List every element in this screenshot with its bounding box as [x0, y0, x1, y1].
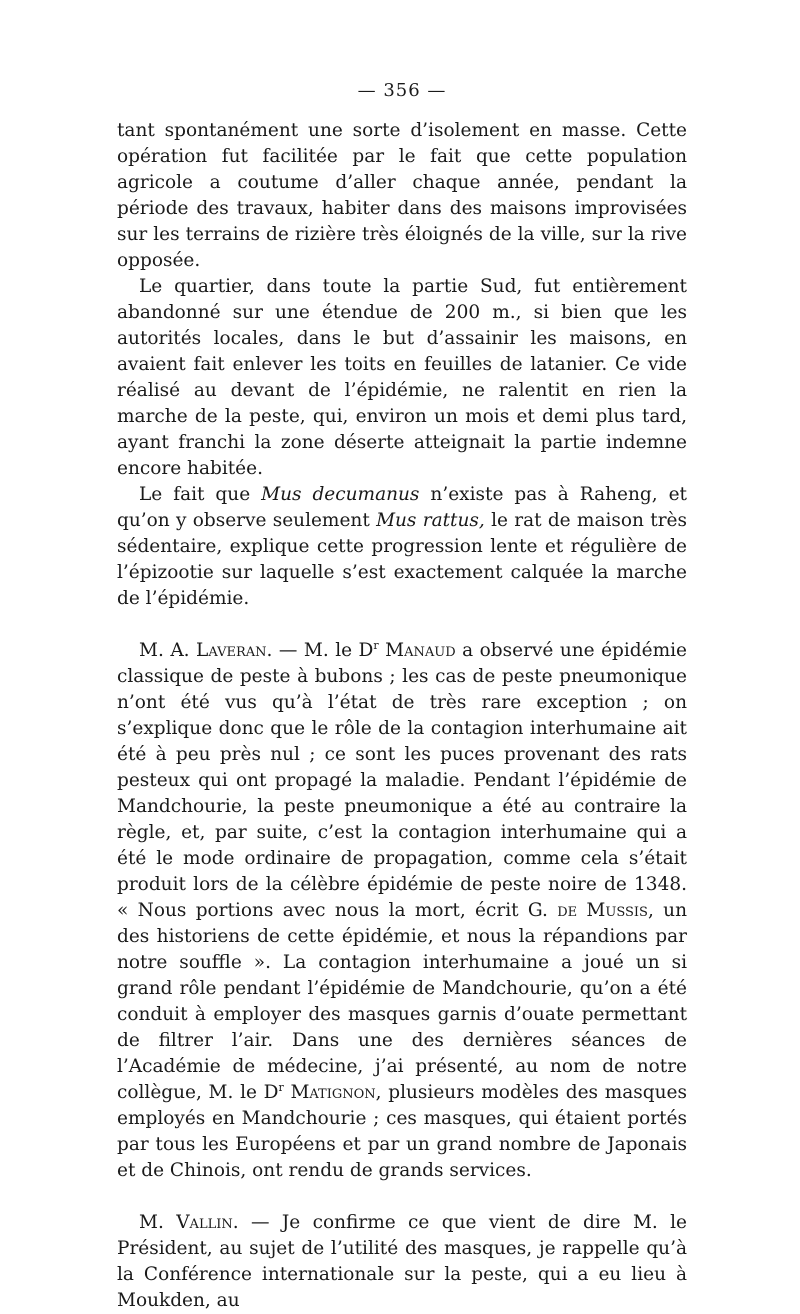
paragraph-continuation: tant spontanément une sorte d’isolement en masse. Cette opération fut facilitée par le fait que cette population agricole a coutume d’aller chaque année, pendant la période des travaux, habiter dans des maisons improvisées sur les terrains de rizière très éloignés de la ville, sur la rive opposée.: [117, 120, 687, 271]
speaker-name: M. Vallin.: [139, 1212, 239, 1233]
speaker-name: M. A. Laveran.: [139, 640, 273, 661]
document-page: [117, 78, 687, 1314]
page-number: — 356 —: [357, 80, 447, 101]
section-gap: [117, 612, 687, 638]
person-name: Matignon,: [290, 1082, 382, 1103]
paragraph-quartier: Le quartier, dans toute la partie Sud, fut entièrement abandonné sur une étendue de 200 m., si bien que les autorités locales, dans le but d’assainir les maisons, en avaient fait enlever les toits en feuilles de latanier. Ce vide réalisé au devant de l’épidémie, ne ralentit en rien la marche de la peste, qui, environ un mois et demi plus tard, ayant franchi la zone déserte atteignait la partie indemne encore habitée.: [117, 276, 687, 479]
species-name: Mus decumanus: [261, 484, 420, 505]
superscript: r: [278, 1080, 284, 1094]
section-gap: [117, 1184, 687, 1210]
text-run: — Je confirme ce que vient de dire M. le Président, au sujet de l’utilité des masques, je rappelle qu’à la Conférence internationale sur la peste, qui a eu lieu à Moukden, au: [117, 1212, 688, 1311]
paragraph-vallin: [117, 1210, 687, 1314]
text-run: n’existe pas à Raheng, et qu’on y observe seulement: [117, 484, 687, 531]
person-name: Manaud: [385, 640, 456, 661]
text-run: Le fait que: [139, 484, 262, 505]
text-run: a observé une épidémie classique de peste à bubons ; les cas de peste pneumonique n’ont été vus qu’à l’état de très rare exception ; on s’explique donc que le rôle de la contagion interhumaine ait été à peu près nul ; ce sont les puces provenant des rats pesteux qui ont propagé la maladie. Pendant l’épidémie de Mandchourie, la peste pneumonique a été au contraire la règle, et, par suite, c’est la contagion interhumaine qui a été le mode ordinaire de propagation, comme cela s’était produit lors de la célèbre épidémie de peste noire de 1348. « Nous portions avec nous la mort, écrit G.: [117, 640, 687, 921]
text-run: — M. le D: [272, 640, 374, 661]
person-name: de Mussis,: [557, 900, 654, 921]
text-run: plusieurs modèles des masques employés en Mandchourie ; ces masques, qui étaient portés par tous les Européens et par un grand nombre de Japonais et de Chinois, ont rendu de grands services.: [117, 1082, 687, 1181]
text-run: le rat de maison très sédentaire, explique cette progression lente et régulière de l’épizootie sur laquelle s’est exactement calquée la marche de l’épidémie.: [117, 510, 687, 609]
species-name: Mus rattus,: [376, 510, 485, 531]
paragraph-mus-rattus: [117, 482, 687, 612]
text-run: un des historiens de cette épidémie, et nous la répandions par notre souffle ». La contagion interhumaine a joué un si grand rôle pendant l’épidémie de Mandchourie, qu’on a été conduit à employer des masques garnis d’ouate permettant de filtrer l’air. Dans une des dernières séances de l’Académie de médecine, j’ai présenté, au nom de notre collègue, M. le D: [117, 900, 687, 1103]
paragraph-laveran: [117, 638, 687, 1184]
superscript: r: [373, 638, 379, 652]
